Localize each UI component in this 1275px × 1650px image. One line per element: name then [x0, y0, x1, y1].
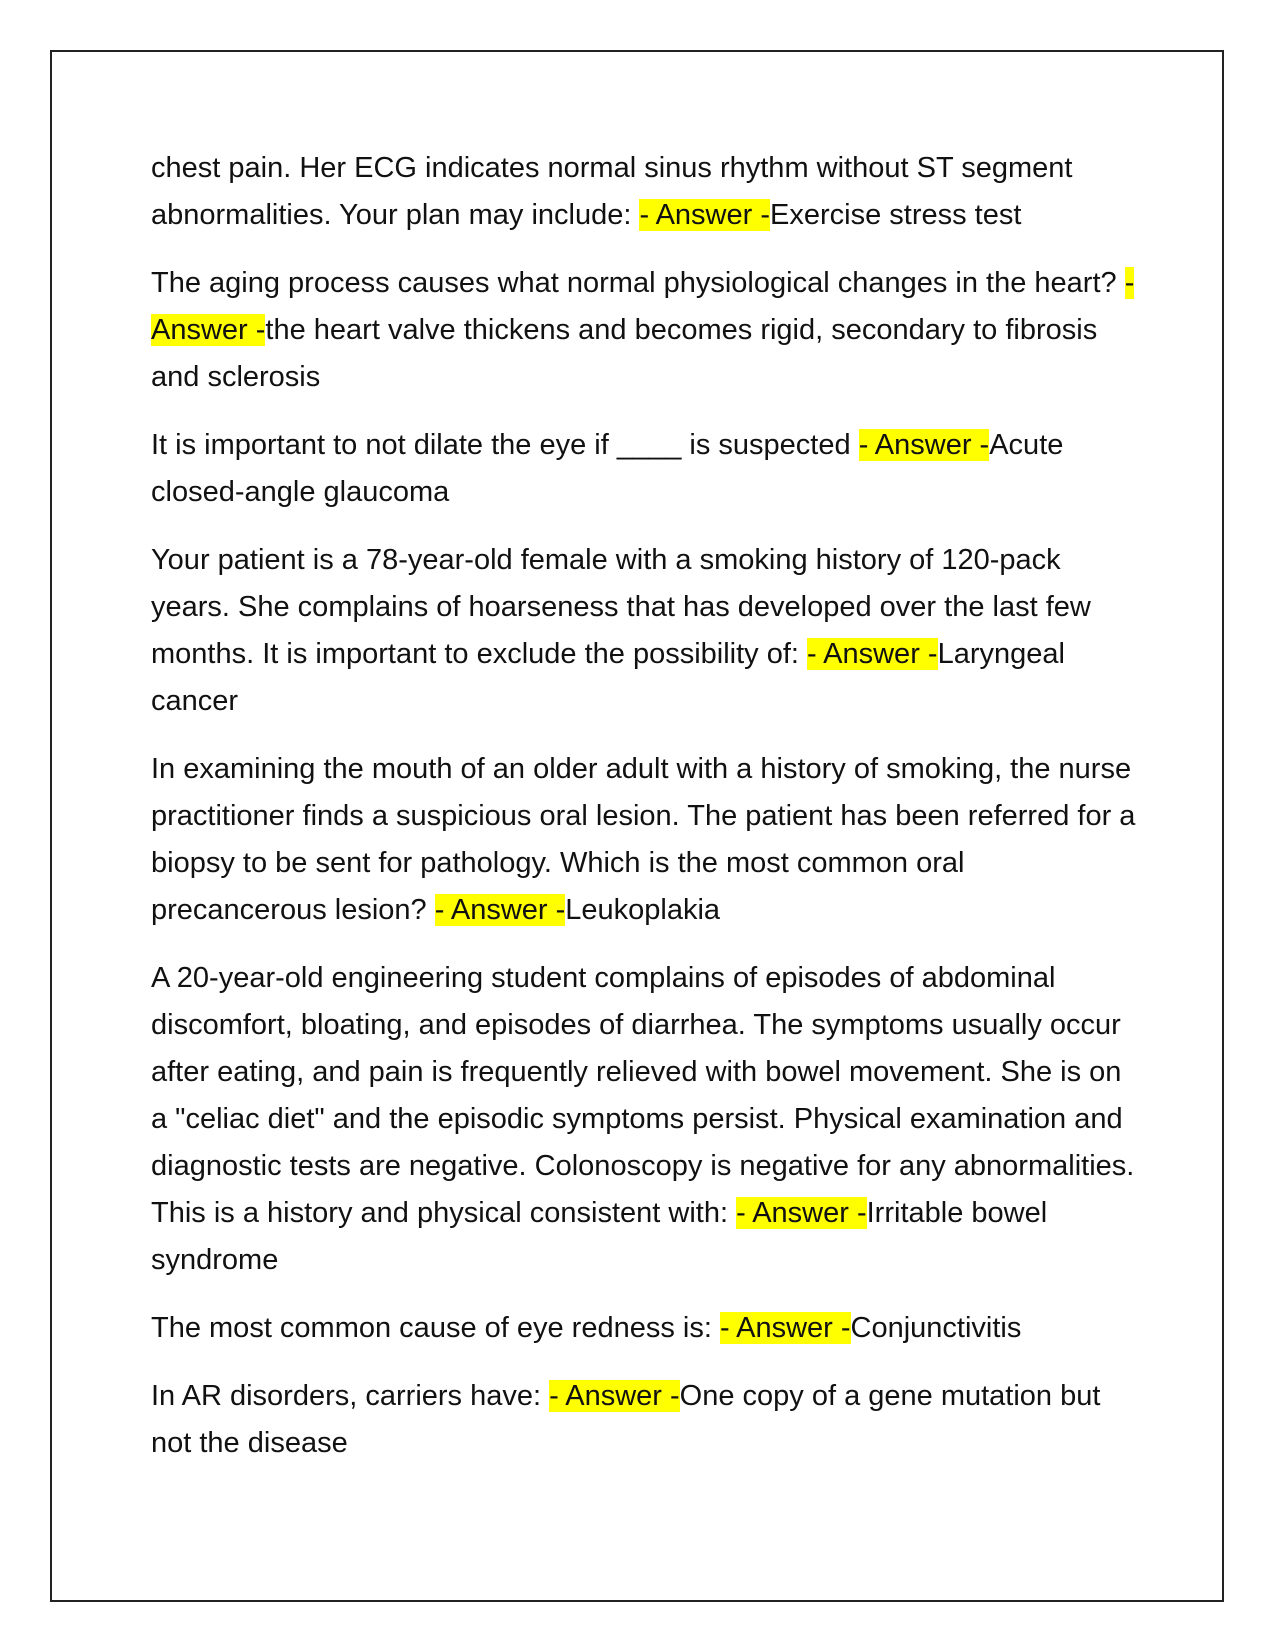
answer-text: Exercise stress test	[770, 199, 1022, 231]
qa-entry	[151, 537, 1136, 725]
answer-marker: - Answer -	[434, 894, 566, 926]
qa-entry	[151, 422, 1136, 516]
answer-marker: - Answer -	[639, 199, 770, 231]
answer-marker: - Answer -	[858, 429, 990, 461]
qa-entry	[151, 1373, 1136, 1467]
answer-marker: - Answer -	[549, 1380, 680, 1412]
question-text: The aging process causes what normal physiological changes in the heart?	[151, 267, 1125, 299]
question-text: The most common cause of eye redness is:	[151, 1312, 720, 1344]
document-body	[151, 145, 1136, 1488]
answer-text: the heart valve thickens and becomes rigid, secondary to fibrosis and sclerosis	[151, 314, 1098, 393]
question-text: A 20-year-old engineering student complains of episodes of abdominal discomfort, bloating, and episodes of diarrhea. The symptoms usually occur after eating, and pain is frequently relieved with bowel movement. She is on a "celiac diet" and the episodic symptoms persist. Physical examination and diagnostic tests are negative. Colonoscopy is negative for any abnormalities. This is a history and physical consistent with:	[151, 962, 1135, 1229]
qa-entry	[151, 955, 1136, 1284]
qa-entry	[151, 746, 1136, 934]
answer-marker: - Answer -	[807, 638, 938, 670]
answer-text: One copy of a gene mutation but not the disease	[151, 1380, 1101, 1459]
answer-marker: - Answer -	[736, 1197, 867, 1229]
question-text: Your patient is a 78-year-old female with a smoking history of 120-pack years. She complains of hoarseness that has developed over the last few months. It is important to exclude the possibility of:	[151, 544, 1091, 670]
question-text: In examining the mouth of an older adult with a history of smoking, the nurse practitioner finds a suspicious oral lesion. The patient has been referred for a biopsy to be sent for pathology. Which is the most common oral precancerous lesion?	[151, 753, 1136, 926]
answer-text: Irritable bowel syndrome	[151, 1197, 1048, 1276]
answer-marker: - Answer -	[151, 267, 1135, 346]
qa-entry	[151, 145, 1136, 239]
answer-text: Acute closed-angle glaucoma	[151, 429, 1064, 508]
qa-entry	[151, 1305, 1136, 1352]
answer-text: Laryngeal cancer	[151, 638, 1065, 717]
qa-entry	[151, 260, 1136, 401]
question-text: In AR disorders, carriers have:	[151, 1380, 550, 1412]
answer-text: Conjunctivitis	[850, 1312, 1022, 1344]
question-text: chest pain. Her ECG indicates normal sinus rhythm without ST segment abnormalities. Your plan may include:	[151, 152, 1073, 231]
question-text: It is important to not dilate the eye if ____ is suspected	[151, 429, 859, 461]
answer-marker: - Answer -	[719, 1312, 851, 1344]
answer-text: Leukoplakia	[565, 894, 721, 926]
